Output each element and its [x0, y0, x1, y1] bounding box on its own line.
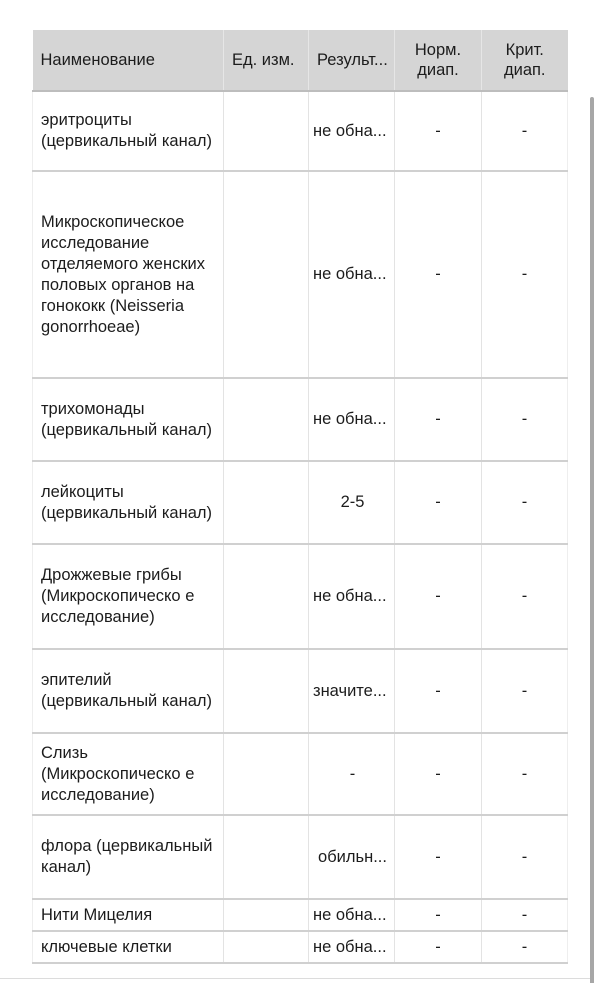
- column-header-unit[interactable]: Ед. изм.: [224, 30, 309, 91]
- cell-result: не обна...: [309, 171, 395, 378]
- cell-result: обильн...: [309, 815, 395, 899]
- cell-name: ключевые клетки: [33, 931, 224, 963]
- table-row[interactable]: [33, 461, 568, 544]
- cell-name: эпителий (цервикальный канал): [33, 649, 224, 733]
- header-row: [33, 30, 568, 91]
- cell-name: лейкоциты (цервикальный канал): [33, 461, 224, 544]
- cell-unit: [224, 649, 309, 733]
- cell-unit: [224, 931, 309, 963]
- table-row[interactable]: [33, 378, 568, 461]
- cell-crit-range: -: [482, 171, 568, 378]
- table-row[interactable]: [33, 733, 568, 815]
- cell-result: -: [309, 733, 395, 815]
- cell-result: значите...: [309, 649, 395, 733]
- cell-crit-range: -: [482, 544, 568, 649]
- cell-result: не обна...: [309, 544, 395, 649]
- table-body: [33, 91, 568, 963]
- table-row[interactable]: [33, 171, 568, 378]
- table-row[interactable]: [33, 931, 568, 963]
- cell-crit-range: -: [482, 91, 568, 171]
- column-header-norm-range[interactable]: [395, 30, 482, 91]
- crit-range-label-line1: Крит.: [505, 41, 544, 59]
- cell-crit-range: -: [482, 649, 568, 733]
- cell-unit: [224, 91, 309, 171]
- cell-name: Слизь (Микроскопическо е исследование): [33, 733, 224, 815]
- cell-result: не обна...: [309, 91, 395, 171]
- cell-name: эритроциты (цервикальный канал): [33, 91, 224, 171]
- cell-name: флора (цервикальный канал): [33, 815, 224, 899]
- cell-unit: [224, 733, 309, 815]
- cell-norm-range: -: [395, 815, 482, 899]
- lab-results-table-container: [32, 30, 567, 964]
- cell-norm-range: -: [395, 733, 482, 815]
- cell-result: не обна...: [309, 899, 395, 931]
- column-header-result[interactable]: Результ...: [309, 30, 395, 91]
- cell-result: 2-5: [309, 461, 395, 544]
- cell-norm-range: -: [395, 931, 482, 963]
- norm-range-label-line2: диап.: [417, 61, 459, 79]
- column-header-crit-range[interactable]: [482, 30, 568, 91]
- cell-crit-range: -: [482, 733, 568, 815]
- cell-crit-range: -: [482, 461, 568, 544]
- cell-result: не обна...: [309, 378, 395, 461]
- bottom-divider: [0, 978, 590, 979]
- cell-crit-range: -: [482, 899, 568, 931]
- cell-name: Нити Мицелия: [33, 899, 224, 931]
- cell-name: Микроскопическое исследование отделяемого женских половых органов на гонококк (Neisseria gonorrhoeae): [33, 171, 224, 378]
- cell-crit-range: -: [482, 815, 568, 899]
- cell-norm-range: -: [395, 378, 482, 461]
- table-row[interactable]: [33, 815, 568, 899]
- table-header: [33, 30, 568, 91]
- cell-result: не обна...: [309, 931, 395, 963]
- cell-name: трихомонады (цервикальный канал): [33, 378, 224, 461]
- cell-norm-range: -: [395, 171, 482, 378]
- table-row[interactable]: [33, 649, 568, 733]
- lab-results-table: [32, 30, 568, 964]
- cell-crit-range: -: [482, 378, 568, 461]
- cell-unit: [224, 171, 309, 378]
- norm-range-label-line1: Норм.: [414, 41, 462, 59]
- cell-unit: [224, 899, 309, 931]
- cell-norm-range: -: [395, 899, 482, 931]
- cell-unit: [224, 544, 309, 649]
- cell-norm-range: -: [395, 461, 482, 544]
- cell-crit-range: -: [482, 931, 568, 963]
- cell-name: Дрожжевые грибы (Микроскопическо е исследование): [33, 544, 224, 649]
- crit-range-label-line2: диап.: [503, 61, 546, 79]
- table-row[interactable]: [33, 899, 568, 931]
- column-header-name[interactable]: Наименование: [33, 30, 224, 91]
- cell-unit: [224, 815, 309, 899]
- cell-unit: [224, 378, 309, 461]
- cell-norm-range: -: [395, 91, 482, 171]
- cell-norm-range: -: [395, 544, 482, 649]
- table-row[interactable]: [33, 544, 568, 649]
- vertical-scrollbar[interactable]: [590, 97, 594, 983]
- cell-norm-range: -: [395, 649, 482, 733]
- cell-unit: [224, 461, 309, 544]
- table-row[interactable]: [33, 91, 568, 171]
